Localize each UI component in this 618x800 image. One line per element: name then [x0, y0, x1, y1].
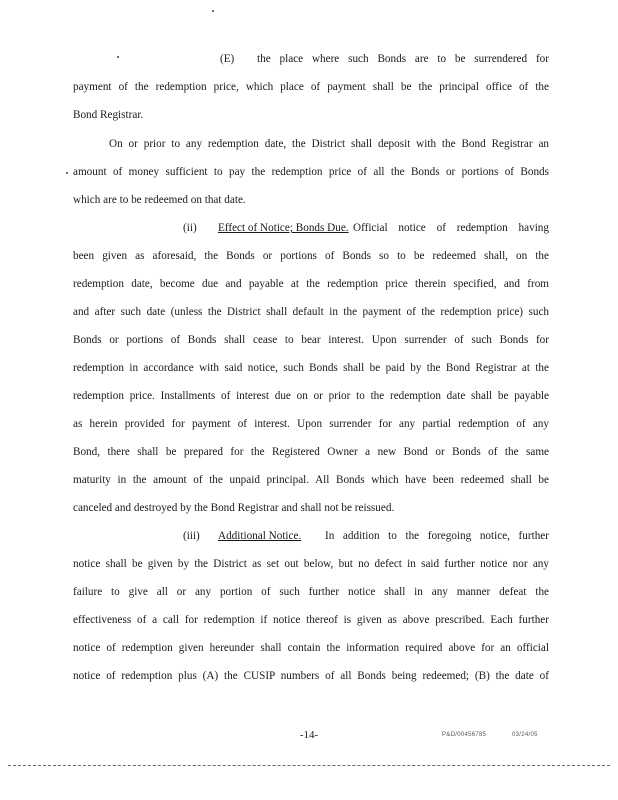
text-line-10: and after such date (unless the District shall default in the payment of the redemption price) such — [73, 306, 549, 318]
text-line-14: as herein provided for payment of interest. Upon surrender for any partial redemption of any — [73, 418, 549, 430]
text-line-17: canceled and destroyed by the Bond Registrar and shall not be reissued. — [73, 502, 395, 514]
list-marker-iii: (iii) — [183, 530, 200, 542]
scan-edge-line — [8, 765, 610, 766]
text-line-21: effectiveness of a call for redemption if notice thereof is given as above prescribed. Each further — [73, 614, 549, 626]
page-number: -14- — [299, 729, 319, 741]
text-line-16: maturity in the amount of the unpaid principal. All Bonds which have been redeemed shall be — [73, 474, 549, 486]
text-line-12: redemption in accordance with said notice, such Bonds shall be paid by the Bond Registrar at the — [73, 362, 549, 374]
text-line-22: notice of redemption given hereunder shall contain the information required above for an official — [73, 642, 549, 654]
text-line-4: On or prior to any redemption date, the District shall deposit with the Bond Registrar an — [109, 138, 549, 150]
text-line-2: payment of the redemption price, which place of payment shall be the principal office of the — [73, 81, 549, 93]
scan-speck — [66, 172, 68, 174]
text-line-8: been given as aforesaid, the Bonds or portions of Bonds so to be redeemed shall, on the — [73, 250, 549, 262]
section-text: Official notice of redemption having — [353, 222, 549, 234]
text-line-15: Bond, there shall be prepared for the Registered Owner a new Bond or Bonds of the same — [73, 446, 549, 458]
text-line-19: notice shall be given by the District as set out below, but no defect in said further notice nor any — [73, 558, 549, 570]
section-heading-effect-of-notice: Effect of Notice; Bonds Due. — [218, 222, 349, 234]
document-date-code: 03/24/05 — [512, 732, 538, 738]
scan-speck — [117, 56, 119, 58]
text-line-5: amount of money sufficient to pay the redemption price of all the Bonds or portions of Bonds — [73, 166, 549, 178]
text-line-11: Bonds or portions of Bonds shall cease to bear interest. Upon surrender of such Bonds for — [73, 334, 549, 346]
text-line-23: notice of redemption plus (A) the CUSIP numbers of all Bonds being redeemed; (B) the date of — [73, 670, 549, 682]
text-line-6: which are to be redeemed on that date. — [73, 194, 246, 206]
text-line-9: redemption date, become due and payable at the redemption price therein specified, and from — [73, 278, 549, 290]
text-line-13: redemption price. Installments of interest due on or prior to the redemption date shall be payable — [73, 390, 549, 402]
section-heading-additional-notice: Additional Notice. — [218, 530, 302, 542]
section-text: In addition to the foregoing notice, further — [325, 530, 549, 542]
list-marker-e: (E) — [220, 53, 235, 65]
list-item-text: the place where such Bonds are to be surrendered for — [257, 53, 549, 65]
text-line-20: failure to give all or any portion of such further notice shall in any manner defeat the — [73, 586, 549, 598]
list-marker-ii: (ii) — [183, 222, 197, 234]
scan-speck — [212, 10, 214, 12]
document-code: P&D/00456785 — [442, 732, 487, 738]
text-line-3: Bond Registrar. — [73, 109, 144, 121]
